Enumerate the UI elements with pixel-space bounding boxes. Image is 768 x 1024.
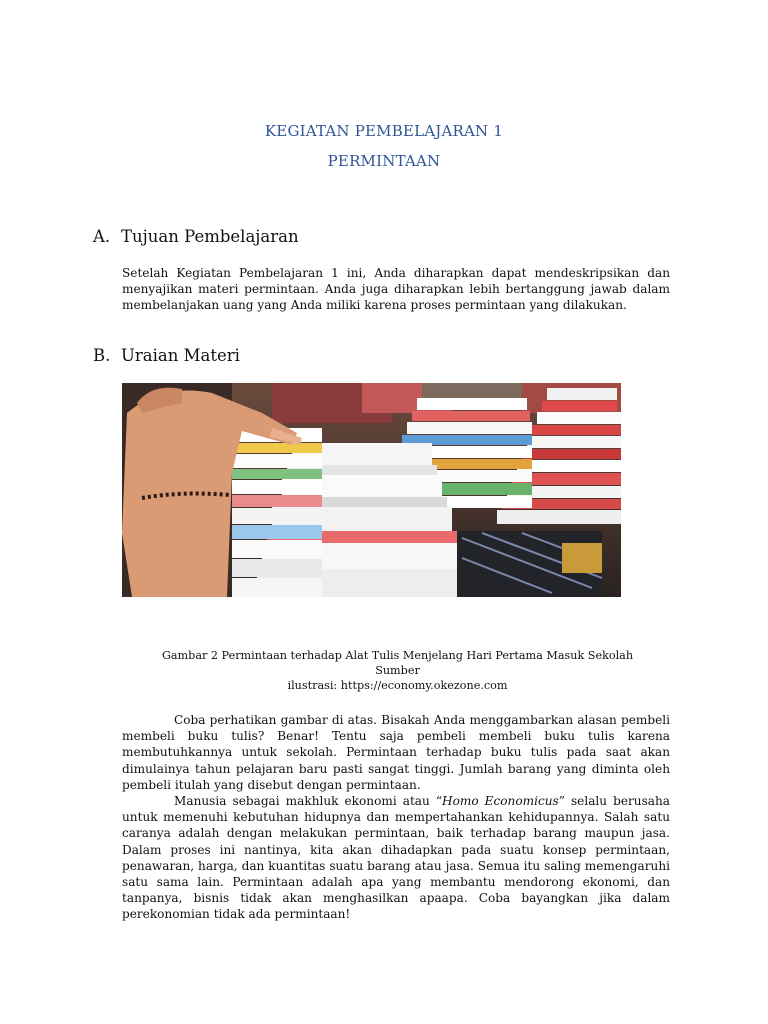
section-b-paragraph-1: Coba perhatikan gambar di atas. Bisakah Anda menggambarkan alasan pembeli membeli buku tulis? Benar! Tentu saja pembeli membeli buku tulis karena membutuhkannya untuk sekolah. Permintaan terhadap buku tulis pada saat akan dimulainya tahun pelajaran baru pasti sangat tinggi. Jumlah barang yang diminta oleh pembeli itulah yang disebut dengan permintaan. (122, 713, 670, 792)
section-b-body (122, 712, 670, 923)
paragraph-2-end: ” selalu berusaha untuk memenuhi kebutuhan hidupnya dan mempertahankan kehidupannya. Salah satu caranya adalah dengan melakukan permintaan, baik terhadap barang maupun jasa. Dalam proses ini nantinya, kita akan dihadapkan pada suatu konsep permintaan, penawaran, harga, dan kuantitas suatu barang atau jasa. Semua itu saling memengaruhi satu sama lain. Permintaan adalah apa yang membantu mendorong ekonomi, dan tanpanya, bisnis tidak akan menghasilkan apaapa. Coba bayangkan jika dalam perekonomian tidak ada permintaan! (122, 794, 670, 922)
page-title: KEGIATAN PEMBELAJARAN 1 (264, 122, 504, 140)
section-b-title: Uraian Materi (121, 346, 240, 365)
section-a-heading (93, 227, 299, 246)
figure-caption (140, 648, 655, 693)
section-b-heading (93, 346, 240, 365)
book-stalls-illustration (122, 383, 621, 597)
section-a-title: Tujuan Pembelajaran (121, 227, 299, 246)
figure-photo (122, 383, 621, 597)
homo-economicus-term: Homo Economicus (442, 794, 559, 809)
page-subtitle: PERMINTAAN (327, 152, 441, 170)
section-b-paragraph-2 (122, 793, 670, 923)
section-a-text: Setelah Kegiatan Pembelajaran 1 ini, Anda diharapkan dapat mendeskripsikan dan menyajikan materi permintaan. Anda juga diharapkan lebih bertanggung jawab dalam membelanjakan uang yang Anda miliki karena proses permintaan yang dilakukan. (122, 266, 670, 313)
section-a-paragraph (122, 265, 670, 314)
section-b-number: B. (93, 346, 111, 365)
figure-caption-line1: Gambar 2 Permintaan terhadap Alat Tulis Menjelang Hari Pertama Masuk Sekolah Sumber (161, 649, 634, 677)
section-a-number: A. (93, 227, 111, 246)
paragraph-2-start: Manusia sebagai makhluk ekonomi atau “ (174, 794, 443, 809)
figure-caption-line2: ilustrasi: https://economy.okezone.com (287, 679, 508, 692)
